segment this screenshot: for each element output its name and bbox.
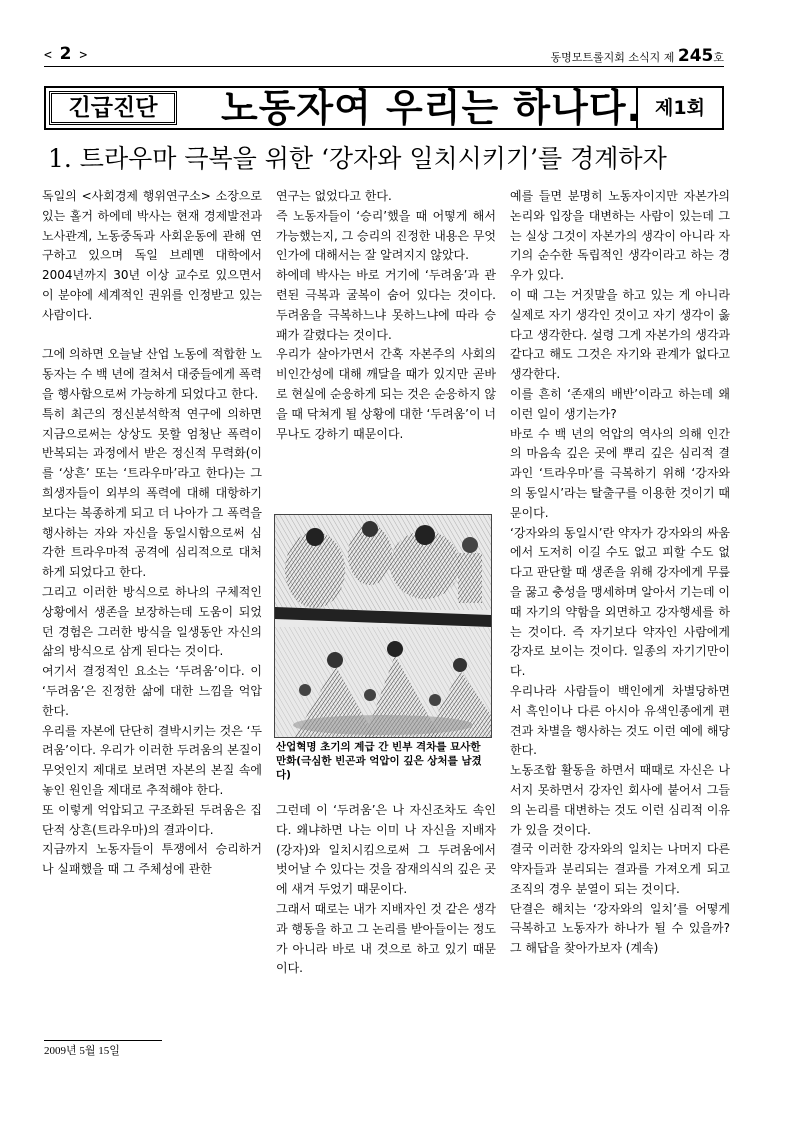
column-2-bottom <box>276 801 496 979</box>
column-1 <box>42 187 262 880</box>
paragraph: 그에 의하면 오늘날 산업 노동에 적합한 노동자는 수 백 년에 걸쳐서 대중들에게 폭력을 행사함으로써 가능하게 되었다고 한다. <box>42 347 262 401</box>
publication-date: 2009년 5월 15일 <box>44 1040 162 1058</box>
paragraph: 단결은 해치는 ‘강자와의 일치’를 어떻게 극복하고 노동자가 하나가 될 수 있을까? 그 해답을 찾아가보자 (계속) <box>510 901 730 956</box>
article-title: 노동자여 우리는 하나다. <box>221 86 642 130</box>
issue-label: 동명모트롤지회 소식지 제 245호 <box>550 46 724 66</box>
paragraph: 연구는 없었다고 한다. <box>276 189 392 203</box>
paragraph: 그래서 때로는 내가 지배자인 것 같은 생각과 행동을 하고 그 논리를 받아들이는 정도가 아니라 바로 내 것으로 하고 있기 때문이다. <box>276 901 496 976</box>
section-tag: 긴급진단 <box>49 91 177 125</box>
paragraph: 여기서 결정적인 요소는 ‘두려움’이다. 이 ‘두려움’은 진정한 삶에 대한 느낌을 억압한다. <box>42 664 262 718</box>
column-2-top <box>276 187 496 444</box>
paragraph: 특히 최근의 정신분석학적 연구에 의하면 지금으로써는 상상도 못할 엄청난 폭력이 반복되는 과정에서 받은 정신적 무력화(이를 ‘상흔’ 또는 ‘트라우마’라고 한다)는 그 희생자들이 외부의 폭력에 대해 대항하기보다는 복종하게 되고 더 나아가 그 폭력을 행사하는 자와 자신을 동일시함으로써 심각한 트라우마적 공격에 심리적으로 대처하게 되었다고 한다. <box>42 406 262 580</box>
paragraph: 우리를 자본에 단단히 결박시키는 것은 ‘두려움’이다. 우리가 이러한 두려움의 본질이 무엇인지 제대로 보려면 자본의 본질 속에 놓인 원인을 제대로 추적해야 한다. <box>42 723 262 797</box>
issue-number: 245 <box>677 46 714 66</box>
paragraph: 하에데 박사는 바로 거기에 ‘두려움’과 관련된 극복과 굴복이 숨어 있다는 것이다. 두려움을 극복하느냐 못하느냐에 따라 승패가 갈렸다는 것이다. <box>276 268 496 342</box>
article-subtitle: 1. 트라우마 극복을 위한 ‘강자와 일치시키기’를 경계하자 <box>48 144 667 173</box>
newsletter-name: 동명모트롤지회 소식지 제 <box>550 51 675 64</box>
paragraph: 노동조합 활동을 하면서 때때로 자신은 나서지 못하면서 강자인 회사에 붙어서 그들의 논리를 대변하는 것도 이런 심리적 이유가 있을 것이다. <box>510 763 730 837</box>
paragraph: 우리가 살아가면서 간혹 자본주의 사회의 비인간성에 대해 깨달을 때가 있지만 곧바로 현실에 순응하게 되는 것은 순응하지 않을 때 닥쳐게 될 상황에 대한 ‘두려움’이 너무나도 강하기 때문이다. <box>276 347 496 441</box>
paragraph: 이 때 그는 거짓말을 하고 있는 게 아니라 실제로 자기 생각인 것이고 자기 생각이 옳다고 생각한다. 설령 그게 자본가의 생각과 같다고 해도 그것은 자기와 관계가 없다고 생각한다. <box>510 287 730 382</box>
paragraph: 그리고 이러한 방식으로 하나의 구체적인 상황에서 생존을 보장하는데 도움이 되었던 경험은 그러한 방식을 일생동안 자신의 삶의 방식으로 삼게 된다는 것이다. <box>42 584 262 659</box>
paragraph: 바로 수 백 년의 억압의 역사의 의해 인간의 마음속 깊은 곳에 뿌리 깊은 심리적 결과인 ‘트라우마’를 극복하기 위해 ‘강자와의 동일시’라는 탈출구를 이용한 것이기 때문이다. <box>510 426 730 520</box>
page-header <box>44 42 724 67</box>
paragraph: 결국 이러한 강자와의 일치는 나머지 다른 약자들과 분리되는 결과를 가져오게 되고 조직의 경우 분열이 되는 것이다. <box>510 842 730 896</box>
paragraph: 예를 들면 분명히 노동자이지만 자본가의 논리와 입장을 대변하는 사람이 있는데 그는 실상 그것이 자본가의 생각이 아니라 자기의 순수한 독립적인 생각이라고 하는 경우가 있다. <box>510 189 730 283</box>
paragraph: 그런데 이 ‘두려움’은 나 자신조차도 속인다. 왜냐하면 나는 이미 나 자신을 지배자(강자)와 일치시킴으로써 그 두려움에서 벗어날 수 있다는 것을 잠재의식의 깊은 곳에 새겨 두었기 때문이다. <box>276 803 496 897</box>
figure-caption: 산업혁명 초기의 계급 간 빈부 격차를 묘사한 만화(극심한 빈곤과 억압이 깊은 상처를 남겼다) <box>276 741 482 781</box>
paragraph: 독일의 <사회경제 행위연구소> 소장으로 있는 홀거 하에데 박사는 현재 경제발전과 노사관계, 노동중독과 사회운동에 관해 연구하고 있으며 독일 브레멘 대학에서 2004년까지 30년 이상 교수로 있으면서 이 분야에 세계적인 권위를 인정받고 있는 사람이다. <box>42 189 262 322</box>
paragraph: ‘강자와의 동일시’란 약자가 강자와의 싸움에서 도저히 이길 수도 없고 피할 수도 없다고 판단할 때 생존을 위해 강자에게 무릎을 꿇고 충성을 맹세하며 알아서 기는데 이때 자기의 약함을 외면하고 강자행세를 하는 것이다. 즉 자기보다 약자인 사람에게 강자로 보이는 것이다. 일종의 자기기만이다. <box>510 525 730 679</box>
page-number: 2 <box>59 44 72 64</box>
paragraph: 또 이렇게 억압되고 구조화된 두려움은 집단적 상흔(트라우마)의 결과이다. <box>42 802 262 837</box>
paragraph: 우리나라 사람들이 백인에게 차별당하면서 흑인이나 다른 아시아 유색인종에게 편견과 차별을 행사하는 것도 이런 예에 해당한다. <box>510 683 730 758</box>
column-3 <box>510 187 730 959</box>
paragraph: 즉 노동자들이 ‘승리’했을 때 어떻게 해서 가능했는지, 그 승리의 진정한 내용은 무엇인가에 대해서는 잘 알려지지 않았다. <box>276 208 496 263</box>
paragraph: 이를 흔히 ‘존재의 배반’이라고 하는데 왜 이런 일이 생기는가? <box>510 386 730 421</box>
page-number-label: < 2 > <box>44 44 88 64</box>
paragraph: 지금까지 노동자들이 투쟁에서 승리하거나 실패했을 때 그 주체성에 관한 <box>42 842 262 877</box>
episode-label: 제1회 <box>636 88 722 128</box>
article-banner <box>44 86 724 130</box>
engraving-illustration <box>274 514 492 738</box>
